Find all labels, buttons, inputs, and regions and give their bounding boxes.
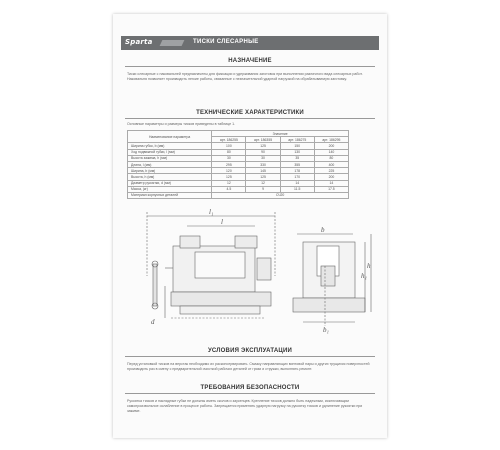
safety-text: Рукоятка тисков и накладные губки не должны иметь сколов и заусенцев. Крепление тисков должно быть надежным, исключающим самопроизвольное ослабление в процессе работы. Запрещается применять ударную нагрузку на рукоятку тисков и удлинение рукоятки при зажиме.	[127, 399, 363, 413]
value-cell: 30	[212, 155, 246, 161]
instruction-sheet	[113, 14, 387, 438]
param-header: Наименование параметра	[128, 131, 212, 143]
value-cell: 120	[212, 168, 246, 174]
value-cell: 140	[314, 149, 348, 155]
value-cell: 200	[314, 143, 348, 149]
safety-heading: ТРЕБОВАНИЯ БЕЗОПАСНОСТИ	[200, 385, 300, 391]
value-cell: 90	[246, 149, 280, 155]
value-cell: 30	[246, 155, 280, 161]
vise-drawing	[125, 206, 375, 348]
value-cell: 225	[314, 168, 348, 174]
value-cell: 145	[246, 168, 280, 174]
operation-text: Перед установкой тисков на верстак необходимо их расконсервировать. Смазку направляющих винтовой пары и других трущихся поверхностей производить раз в смену с предварительной очисткой рабочих деталей от грязи и стружки, выполнять ремонт.	[127, 362, 370, 371]
param-name: Длина, l (мм)	[128, 161, 212, 167]
value-cell: 14	[314, 180, 348, 186]
value-cell: 150	[280, 143, 314, 149]
table-row	[128, 192, 349, 198]
value-cell: 125	[246, 174, 280, 180]
value-cell: 12	[212, 180, 246, 186]
dim-h: h	[367, 262, 371, 270]
article-cell: арт. 186295	[314, 137, 348, 143]
table-intro: Основные параметры и размеры тисков приведены в таблице 1.	[127, 122, 236, 126]
article-cell: арт. 186255	[212, 137, 246, 143]
value-cell: 125	[246, 143, 280, 149]
vise-side-view	[147, 212, 275, 318]
value-cell: СЧ20	[212, 192, 349, 198]
vise-front-view	[293, 234, 371, 326]
specs-table	[127, 130, 349, 199]
dim-h1: h₁	[361, 272, 367, 280]
value-cell: 4.5	[212, 186, 246, 192]
dim-d: d	[151, 318, 155, 326]
brand-logo: Sparta	[125, 38, 153, 46]
purpose-heading: НАЗНАЧЕНИЕ	[228, 58, 272, 64]
value-cell: 11.5	[280, 186, 314, 192]
specs-rule	[125, 118, 375, 119]
value-cell: 12	[246, 180, 280, 186]
value-cell: 125	[212, 174, 246, 180]
value-cell: 100	[212, 143, 246, 149]
purpose-rule	[125, 66, 375, 67]
param-name: Высота, h (мм)	[128, 174, 212, 180]
operation-heading: УСЛОВИЯ ЭКСПЛУАТАЦИИ	[207, 348, 293, 354]
value-cell: 295	[212, 161, 246, 167]
value-cell: 17.5	[314, 186, 348, 192]
header-bar	[121, 36, 379, 50]
value-cell: 170	[280, 174, 314, 180]
logo-stripe	[160, 40, 185, 46]
dim-l1: l₁	[209, 208, 214, 216]
value-cell: 200	[314, 174, 348, 180]
dim-l: l	[221, 218, 223, 226]
value-cell: 80	[212, 149, 246, 155]
param-name: Высота зажима, h (мм)	[128, 155, 212, 161]
value-cell: 400	[314, 161, 348, 167]
value-cell: 355	[280, 161, 314, 167]
value-cell: 80	[314, 155, 348, 161]
value-cell: 130	[280, 149, 314, 155]
safety-rule	[125, 393, 375, 394]
param-name: Материал корпусных деталей	[128, 192, 212, 198]
purpose-text: Тиски слесарные с наковальней предназначены для фиксации и удерживания заготовок при выполнении различного вида слесарных работ. Наковальня позволяет производить легкие работы, связанные с незначительной ударной нагрузкой на обрабатываемую заготовку.	[127, 72, 363, 81]
article-cell: арт. 186275	[280, 137, 314, 143]
param-name: Ширина, b (мм)	[128, 168, 212, 174]
value-header: Значение	[212, 131, 349, 137]
param-name: Масса, (кг)	[128, 186, 212, 192]
dim-b: b	[321, 226, 325, 234]
article-cell: арт. 186355	[246, 137, 280, 143]
value-cell: 9	[246, 186, 280, 192]
specs-heading: ТЕХНИЧЕСКИЕ ХАРАКТЕРИСТИКИ	[196, 110, 304, 116]
value-cell: 178	[280, 168, 314, 174]
operation-rule	[125, 356, 375, 357]
document-title: ТИСКИ СЛЕСАРНЫЕ	[193, 39, 259, 45]
value-cell: 35	[280, 155, 314, 161]
param-name: Диаметр рукоятки, d (мм)	[128, 180, 212, 186]
param-name: Ширина губок, b (мм)	[128, 143, 212, 149]
param-name: Ход подвижной губки, l (мм)	[128, 149, 212, 155]
value-cell: 330	[246, 161, 280, 167]
value-cell: 14	[280, 180, 314, 186]
dim-b1: b₁	[323, 326, 329, 334]
